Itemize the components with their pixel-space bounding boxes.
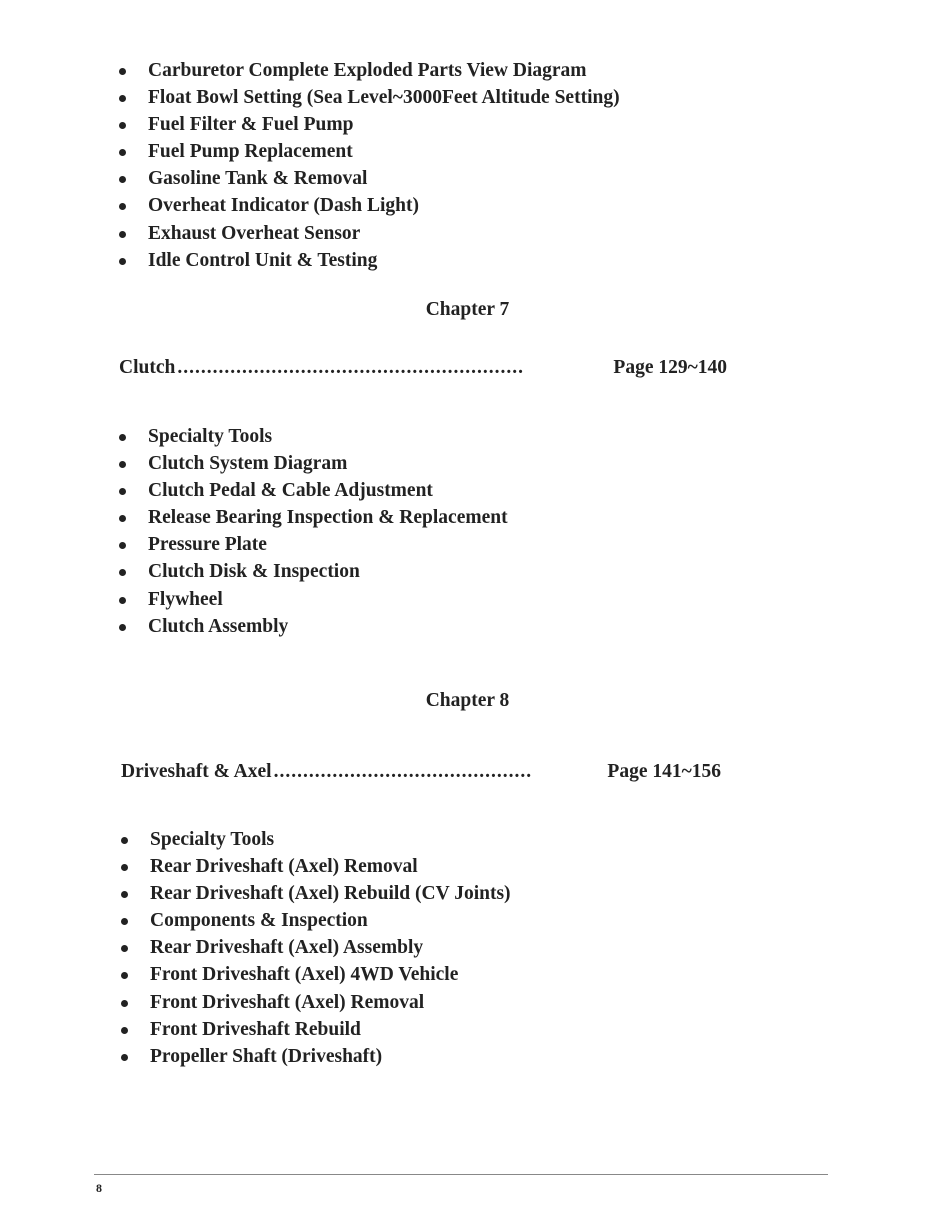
- list-item: Propeller Shaft (Driveshaft): [121, 1043, 511, 1070]
- list-item: Components & Inspection: [121, 907, 511, 934]
- chapter8-title: Driveshaft & Axel: [121, 761, 272, 782]
- dot-leader: ............................................: [273, 761, 533, 782]
- list-item: Idle Control Unit & Testing: [119, 247, 620, 274]
- chapter8-pages: Page 141~156: [607, 761, 721, 782]
- list-item: Rear Driveshaft (Axel) Assembly: [121, 934, 511, 961]
- list-item: Carburetor Complete Exploded Parts View Diagram: [119, 57, 620, 84]
- section6-list: [119, 57, 620, 274]
- list-item: Gasoline Tank & Removal: [119, 165, 620, 192]
- list-item: Front Driveshaft (Axel) 4WD Vehicle: [121, 961, 511, 988]
- list-item: Exhaust Overheat Sensor: [119, 220, 620, 247]
- chapter7-list: [119, 423, 508, 640]
- list-item: Specialty Tools: [121, 826, 511, 853]
- list-item: Clutch Disk & Inspection: [119, 558, 508, 585]
- list-item: Fuel Pump Replacement: [119, 138, 620, 165]
- page-number: 8: [96, 1181, 102, 1195]
- list-item: Rear Driveshaft (Axel) Removal: [121, 853, 511, 880]
- list-item: Float Bowl Setting (Sea Level~3000Feet Altitude Setting): [119, 84, 620, 111]
- dot-leader: ...........................................................: [177, 357, 524, 378]
- list-item: Front Driveshaft (Axel) Removal: [121, 989, 511, 1016]
- footer-divider: [94, 1174, 828, 1175]
- list-item: Fuel Filter & Fuel Pump: [119, 111, 620, 138]
- chapter8-toc-entry: [121, 761, 721, 783]
- list-item: Overheat Indicator (Dash Light): [119, 192, 620, 219]
- list-item: Clutch Assembly: [119, 613, 508, 640]
- list-item: Flywheel: [119, 586, 508, 613]
- chapter7-toc-entry: [119, 357, 727, 379]
- chapter8-list: [121, 826, 511, 1070]
- chapter7-title: Clutch: [119, 357, 176, 378]
- list-item: Clutch System Diagram: [119, 450, 508, 477]
- chapter7-pages: Page 129~140: [613, 357, 727, 378]
- list-item: Clutch Pedal & Cable Adjustment: [119, 477, 508, 504]
- list-item: Front Driveshaft Rebuild: [121, 1016, 511, 1043]
- list-item: Specialty Tools: [119, 423, 508, 450]
- chapter8-heading: Chapter 8: [425, 690, 510, 711]
- list-item: Release Bearing Inspection & Replacement: [119, 504, 508, 531]
- list-item: Pressure Plate: [119, 531, 508, 558]
- chapter7-heading: Chapter 7: [425, 299, 510, 320]
- list-item: Rear Driveshaft (Axel) Rebuild (CV Joints): [121, 880, 511, 907]
